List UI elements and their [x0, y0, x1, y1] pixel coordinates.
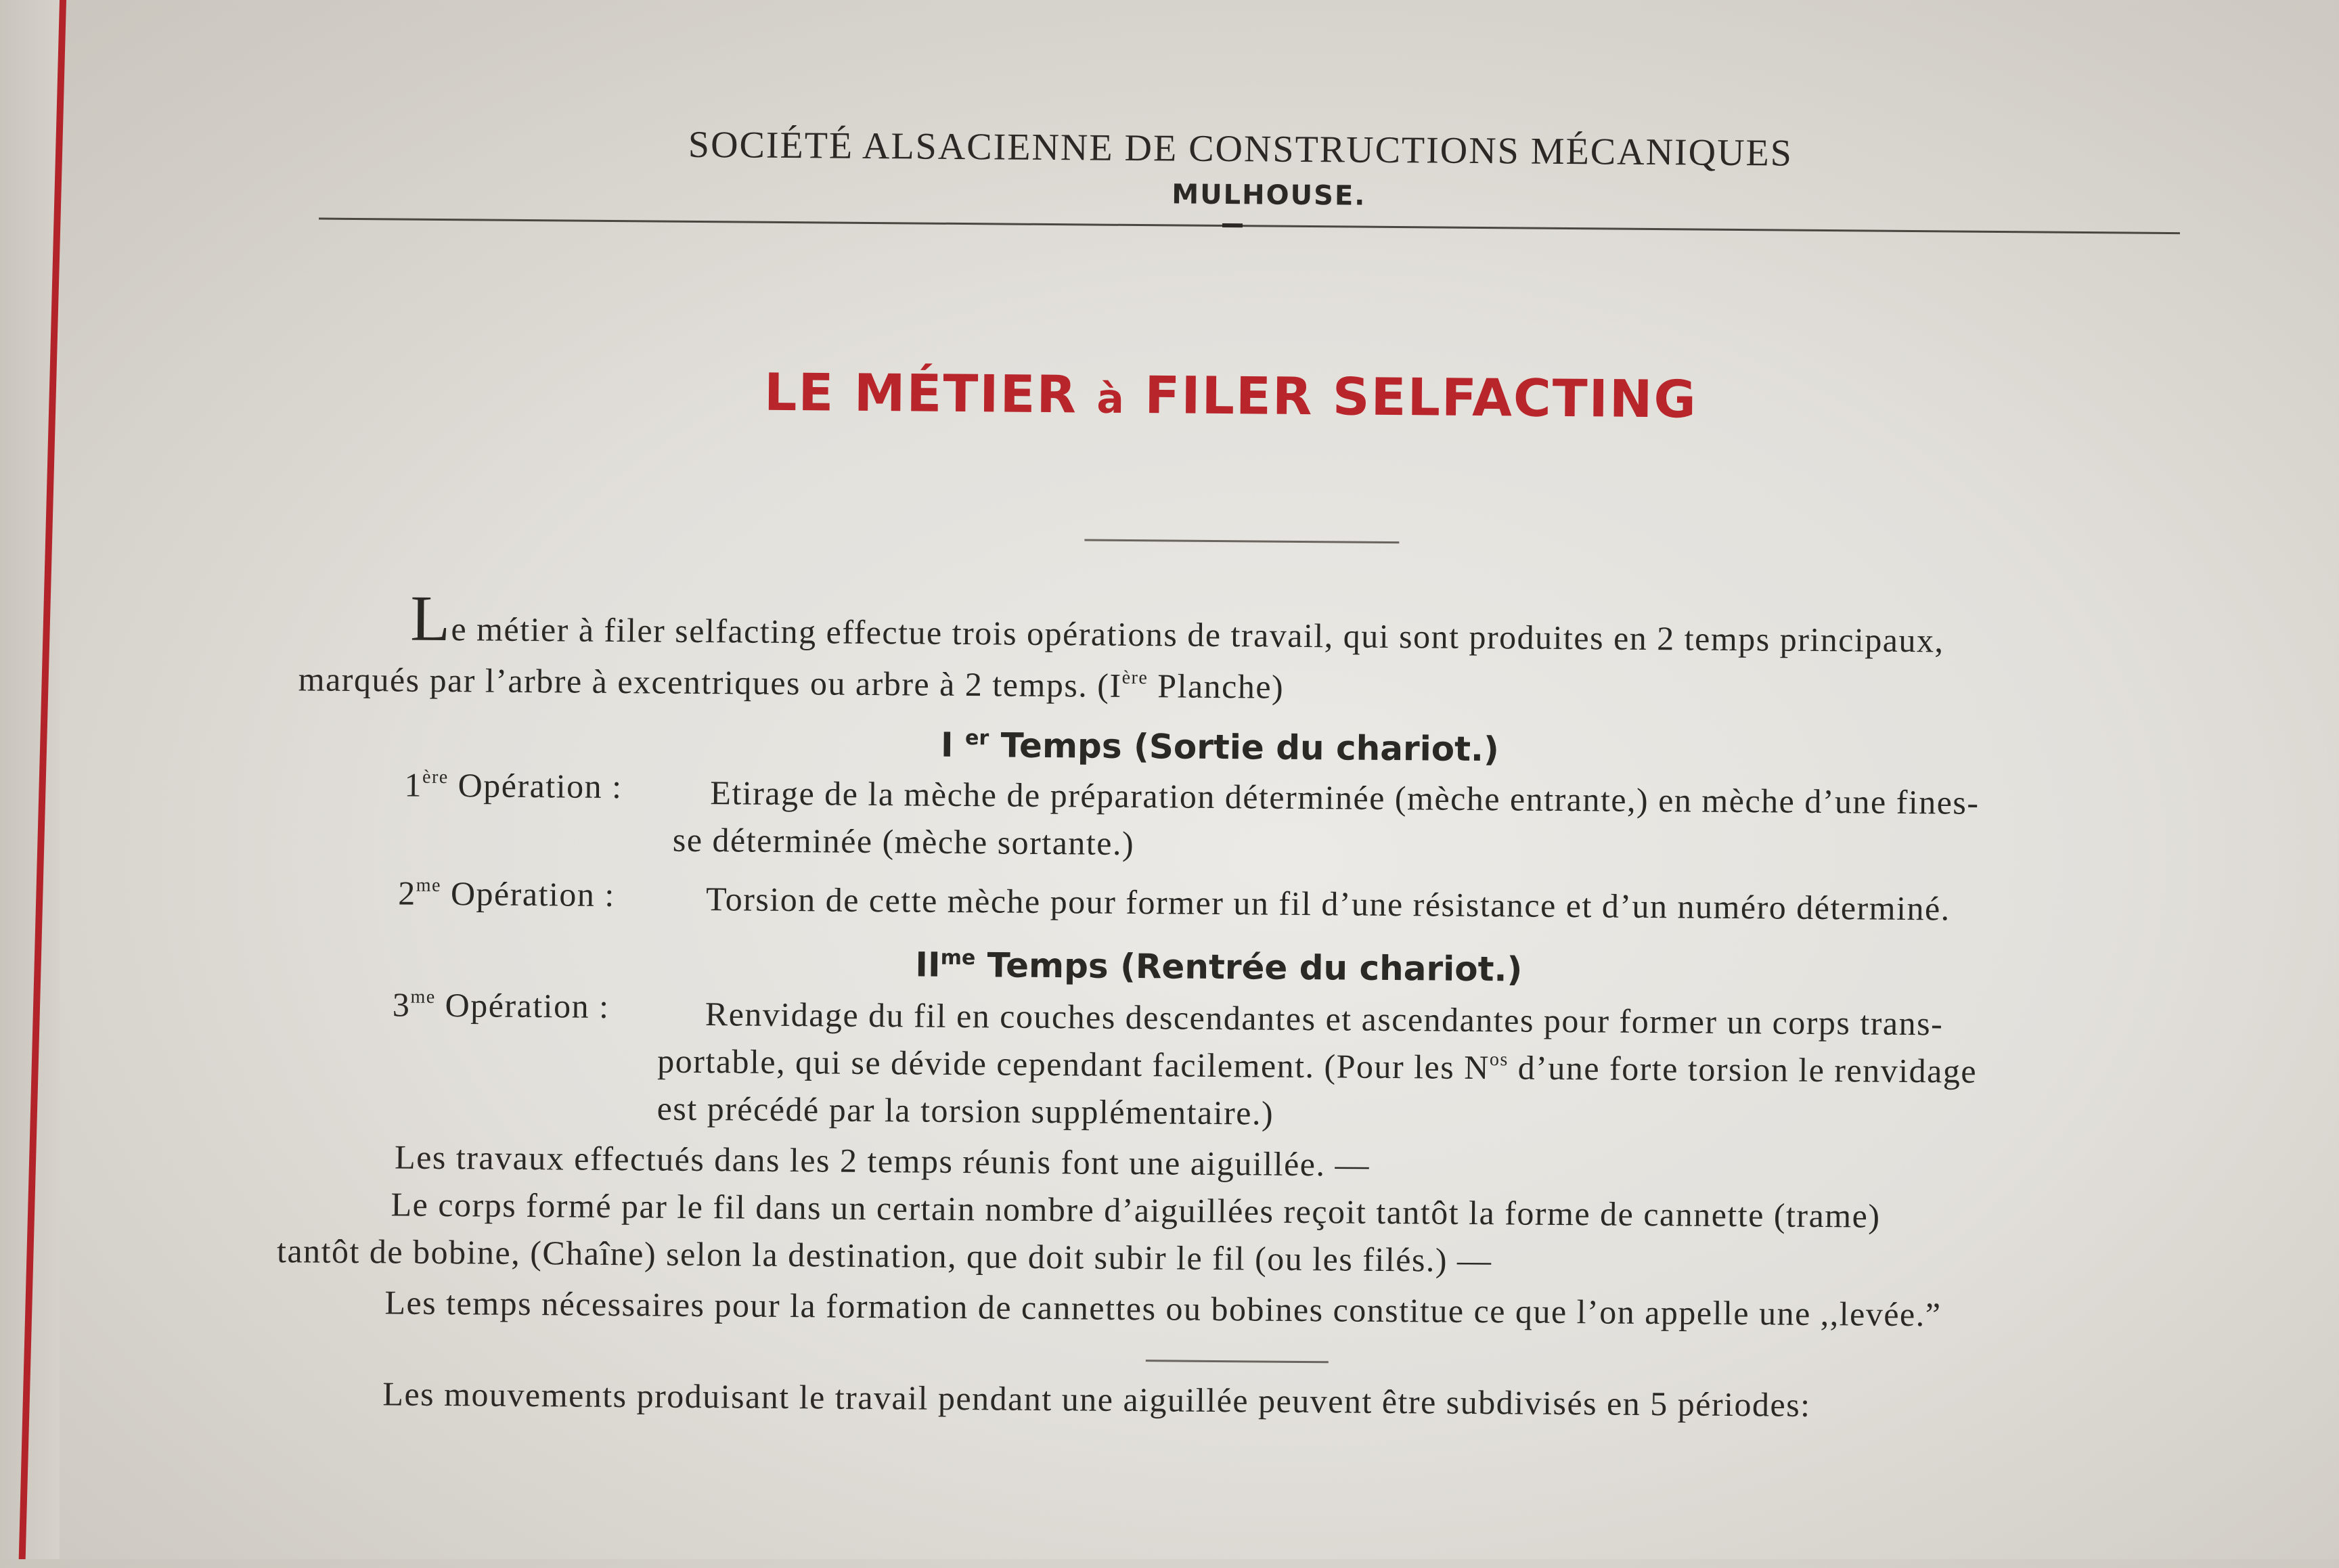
intro-line-2-text-b: Planche): [1148, 667, 1285, 706]
op-2-sup: me: [416, 874, 442, 896]
op-1-line-1: Etirage de la mèche de préparation déterminée (mèche entrante,) en mèche d’une fines-: [710, 774, 1980, 822]
title-part-2: à: [1096, 375, 1126, 423]
body-paragraph-2-line-1: Le corps formé par le fil dans un certain nombre d’aiguillées reçoit tantôt la forme de cannette (trame): [391, 1185, 1881, 1235]
header-divider-mark: [1222, 223, 1243, 227]
intro-line-1: [410, 581, 1944, 663]
op-3-line-2: [657, 1041, 1977, 1091]
op-2-label-text: Opération :: [441, 874, 615, 914]
op-1-label-text: Opération :: [448, 766, 623, 806]
body-paragraph-2-line-2: tantôt de bobine, (Chaîne) selon la destination, que doit subir le fil (ou les filés.) —: [276, 1232, 1492, 1280]
op-3-sup: me: [410, 986, 436, 1008]
title-part-3: FILER SELFACTING: [1125, 364, 1698, 430]
title-divider: [1084, 539, 1399, 543]
body-divider: [1146, 1360, 1329, 1363]
intro-dropcap: L: [410, 581, 451, 655]
temps-1-sup: er: [964, 726, 989, 751]
company-city: MULHOUSE.: [1172, 179, 1366, 212]
company-name: SOCIÉTÉ ALSACIENNE DE CONSTRUCTIONS MÉCANIQUES: [688, 123, 1794, 175]
temps-1-num: I: [940, 725, 954, 765]
intro-line-2-sup: ère: [1121, 667, 1149, 689]
op-3-line-2-sup: os: [1489, 1049, 1509, 1071]
temps-1-heading: [941, 725, 1499, 769]
body-paragraph-3: Les temps nécessaires pour la formation de cannettes ou bobines constitue ce que l’on appelle une ,,levée.”: [384, 1283, 1942, 1334]
op-1-sup: ère: [422, 766, 449, 788]
op-1-line-2: se déterminée (mèche sortante.): [672, 820, 1135, 863]
op-3-label: [393, 985, 610, 1026]
header-divider: [319, 218, 2180, 235]
body-paragraph-1: Les travaux effectués dans les 2 temps réunis font une aiguillée. —: [394, 1138, 1371, 1184]
temps-2-sup: me: [940, 945, 976, 970]
op-3-line-1: Renvidage du fil en couches descendantes et ascendantes pour former un corps trans-: [705, 995, 1944, 1043]
temps-2-num: II: [915, 945, 941, 985]
op-3-label-text: Opération :: [435, 985, 610, 1025]
intro-line-2-text-a: marqués par l’arbre à excentriques ou arbre à 2 temps. (I: [298, 660, 1122, 704]
op-3-num: 3: [392, 985, 411, 1024]
op-3-line-2-text-b: d’une forte torsion le renvidage: [1508, 1048, 1978, 1090]
op-1-num: 1: [404, 765, 423, 804]
body-paragraph-4: Les mouvements produisant le travail pendant une aiguillée peuvent être subdivisés en 5 périodes:: [382, 1374, 1811, 1424]
op-3-line-2-text-a: portable, qui se dévide cependant facilement. (Pour les N: [657, 1041, 1490, 1087]
op-2-line-1: Torsion de cette mèche pour former un fil d’une résistance et d’un numéro déterminé.: [705, 880, 1951, 928]
op-2-label: [398, 873, 615, 914]
op-2-num: 2: [398, 874, 416, 912]
temps-2-heading: [915, 945, 1522, 989]
intro-line-2: [298, 659, 1284, 706]
temps-2-text: Temps (Rentrée du chariot.): [975, 945, 1523, 989]
title-part-1: LE MÉTIER: [763, 361, 1097, 425]
op-3-line-3: est précédé par la torsion supplémentaire.): [656, 1089, 1274, 1132]
page-title: [764, 362, 1697, 430]
op-1-label: [404, 765, 622, 807]
intro-line-1-text: e métier à filer selfacting effectue trois opérations de travail, qui sont produites en 2 temps principaux,: [451, 610, 1944, 660]
temps-1-text: Temps (Sortie du chariot.): [988, 725, 1500, 769]
